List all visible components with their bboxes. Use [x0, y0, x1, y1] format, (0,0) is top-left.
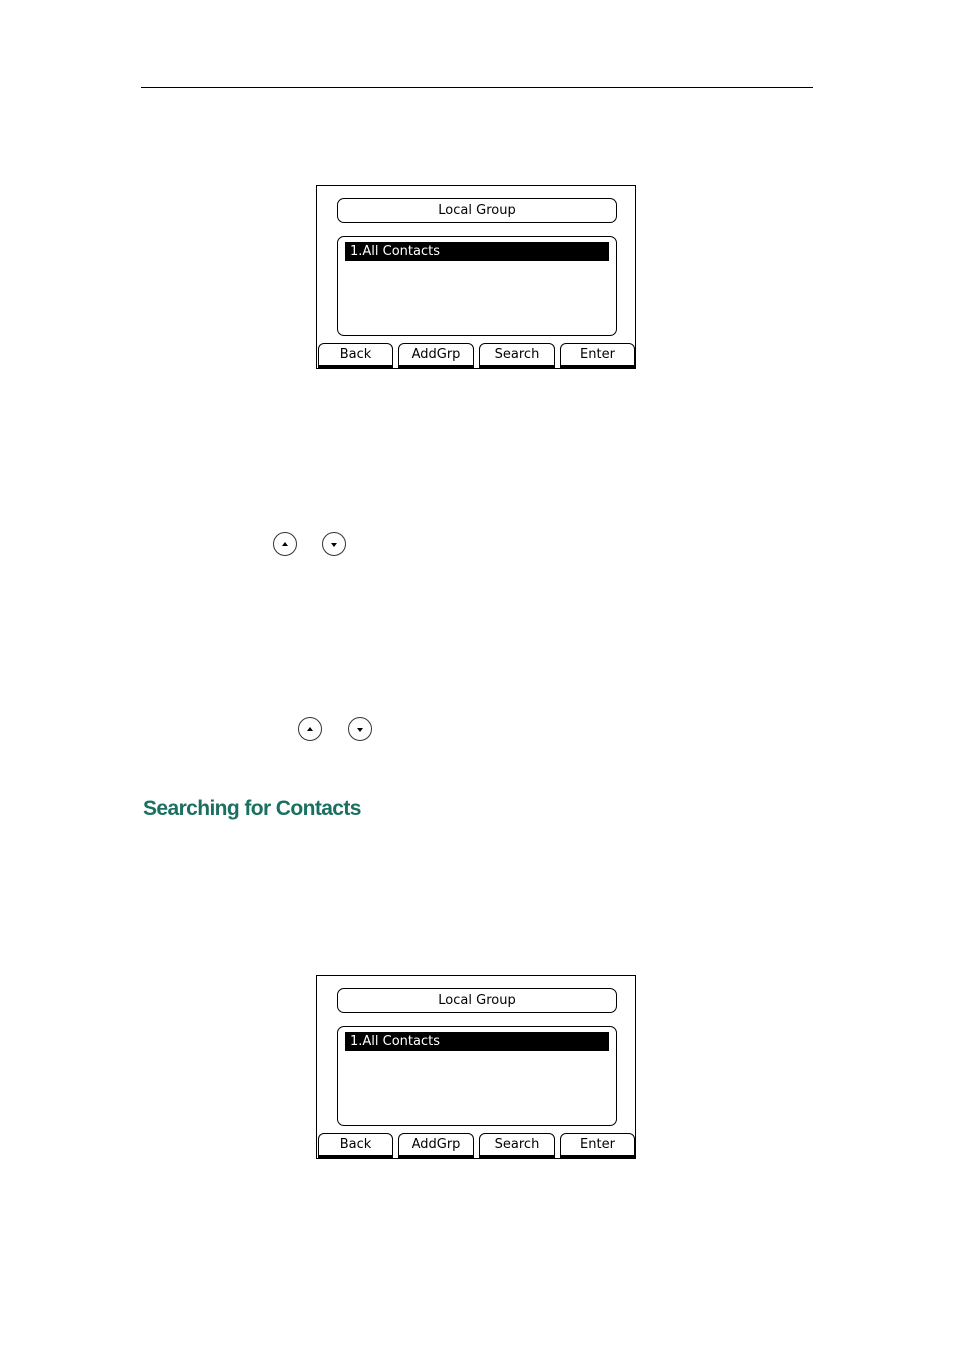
down-arrow-key-icon [322, 532, 346, 556]
up-arrow-key-icon [298, 717, 322, 741]
phone-screen-local-group [316, 185, 636, 369]
list-item-all-contacts[interactable]: 1.All Contacts [345, 1032, 609, 1051]
softkey-bar [317, 343, 635, 368]
list-item-all-contacts[interactable]: 1.All Contacts [345, 242, 609, 261]
search-softkey[interactable]: Search [479, 343, 555, 368]
group-list [337, 1026, 617, 1126]
softkey-bar [317, 1133, 635, 1158]
group-list [337, 236, 617, 336]
screen-title: Local Group [337, 988, 617, 1013]
search-softkey[interactable]: Search [479, 1133, 555, 1158]
phone-screen-local-group [316, 975, 636, 1159]
down-arrow-key-icon [348, 717, 372, 741]
screen-title: Local Group [337, 198, 617, 223]
addgrp-softkey[interactable]: AddGrp [398, 1133, 474, 1158]
back-softkey[interactable]: Back [318, 343, 393, 368]
enter-softkey[interactable]: Enter [560, 1133, 635, 1158]
addgrp-softkey[interactable]: AddGrp [398, 343, 474, 368]
header-rule [141, 87, 813, 88]
section-heading: Searching for Contacts [143, 797, 361, 820]
enter-softkey[interactable]: Enter [560, 343, 635, 368]
back-softkey[interactable]: Back [318, 1133, 393, 1158]
up-arrow-key-icon [273, 532, 297, 556]
